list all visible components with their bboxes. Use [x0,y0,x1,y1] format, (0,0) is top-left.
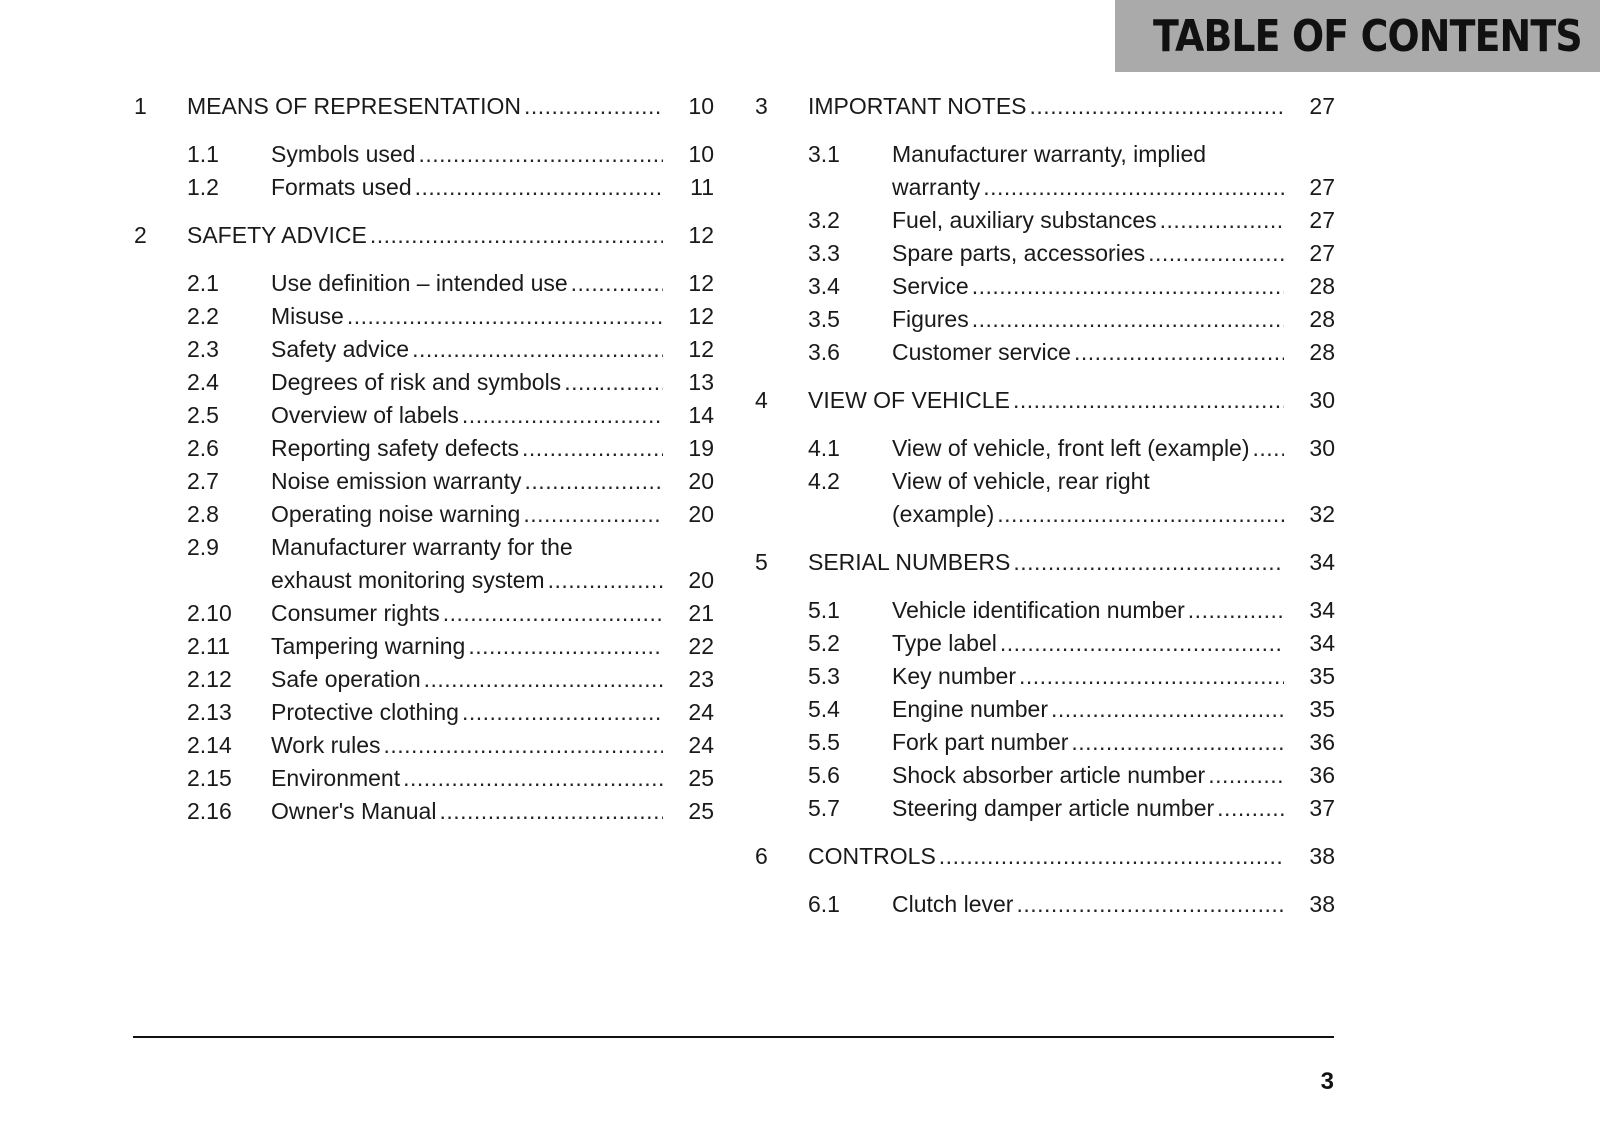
dot-leader [1217,792,1284,825]
footer-divider [133,1036,1334,1038]
toc-entry-page: 27 [1309,207,1335,233]
toc-section-entry[interactable] [755,627,1335,660]
dot-leader [415,171,663,204]
toc-section-entry[interactable] [134,696,714,729]
toc-section-entry[interactable] [134,663,714,696]
dot-leader [1013,384,1284,417]
toc-entry-title: SAFETY ADVICE [187,222,367,248]
toc-section-entry[interactable] [134,729,714,762]
page-title: TABLE OF CONTENTS [1153,10,1582,62]
dot-leader [1051,693,1284,726]
toc-entry-title: Misuse [271,303,344,329]
toc-entry-title: Vehicle identification number [892,597,1185,623]
toc-entry-number: 5.3 [808,663,840,689]
toc-section-entry[interactable] [134,171,714,204]
toc-entry-page: 27 [1309,240,1335,266]
toc-section-entry[interactable] [134,630,714,663]
toc-entry-number: 5.7 [808,795,840,821]
toc-entry-number: 1.1 [187,141,219,167]
toc-entry-title: Noise emission warranty [271,468,522,494]
toc-entry-page: 35 [1309,696,1335,722]
toc-entry-title: Fuel, auxiliary substances [892,207,1157,233]
toc-entry-page: 34 [1309,549,1335,575]
dot-leader [418,138,663,171]
toc-entry-page: 28 [1309,273,1335,299]
toc-entry-number: 5.6 [808,762,840,788]
toc-entry-title: Use definition – intended use [271,270,568,296]
toc-section-entry[interactable] [755,594,1335,627]
toc-entry-title: MEANS OF REPRESENTATION [187,93,521,119]
toc-entry-title: Spare parts, accessories [892,240,1146,266]
toc-entry-title: warranty [892,174,981,200]
dot-leader [384,729,664,762]
toc-entry-title: View of vehicle, rear right [892,468,1150,494]
toc-section-entry[interactable] [755,726,1335,759]
dot-leader [983,171,1284,204]
toc-entry-title: Work rules [271,732,381,758]
dot-leader [424,663,663,696]
dot-leader [1253,432,1284,465]
toc-entry-page: 12 [688,336,714,362]
toc-entry-page: 30 [1309,435,1335,461]
toc-entry-number: 2.2 [187,303,219,329]
toc-section-entry[interactable] [134,399,714,432]
toc-entry-number: 2.5 [187,402,219,428]
toc-entry-number: 1 [134,93,147,119]
toc-section-entry[interactable] [134,432,714,465]
dot-leader [997,498,1284,531]
toc-entry-number: 2.10 [187,600,232,626]
toc-entry-page: 38 [1309,843,1335,869]
toc-entry-page: 27 [1309,174,1335,200]
toc-entry-number: 2 [134,222,147,248]
toc-entry-number: 2.4 [187,369,219,395]
toc-entry-title: Fork part number [892,729,1069,755]
toc-entry-number: 4.2 [808,468,840,494]
toc-entry-number: 4.1 [808,435,840,461]
dot-leader [524,90,663,123]
toc-entry-title: Overview of labels [271,402,459,428]
toc-entry-title: Safe operation [271,666,421,692]
toc-section-entry[interactable] [755,660,1335,693]
toc-entry-number: 5 [755,549,768,575]
toc-section-entry[interactable] [134,300,714,333]
toc-section-entry[interactable] [755,465,1335,531]
toc-entry-number: 2.16 [187,798,232,824]
toc-entry-number: 2.14 [187,732,232,758]
toc-left-column [134,90,714,828]
dot-leader [1071,726,1284,759]
toc-entry-page: 21 [688,600,714,626]
toc-entry-title: Shock absorber article number [892,762,1206,788]
toc-entry-number: 5.5 [808,729,840,755]
toc-chapter-entry[interactable] [755,90,1335,123]
toc-section-entry[interactable] [755,303,1335,336]
toc-entry-number: 2.6 [187,435,219,461]
toc-chapter-entry[interactable] [755,840,1335,873]
toc-section-entry[interactable] [134,366,714,399]
dot-leader [1016,888,1284,921]
toc-entry-title: VIEW OF VEHICLE [808,387,1010,413]
toc-entry-page: 28 [1309,339,1335,365]
dot-leader [439,795,663,828]
toc-entry-page: 35 [1309,663,1335,689]
toc-entry-title: exhaust monitoring system [271,567,545,593]
toc-entry-title: Service [892,273,969,299]
toc-entry-number: 2.1 [187,270,219,296]
dot-leader [525,465,663,498]
toc-entry-page: 36 [1309,762,1335,788]
toc-entry-title: Formats used [271,174,412,200]
toc-entry-title: Degrees of risk and symbols [271,369,562,395]
page-number: 3 [1320,1068,1334,1095]
toc-entry-page: 12 [688,303,714,329]
toc-entry-title: Environment [271,765,401,791]
toc-entry-title: View of vehicle, front left (example) [892,435,1250,461]
toc-entry-number: 6.1 [808,891,840,917]
toc-section-entry[interactable] [134,267,714,300]
dot-leader [468,630,663,663]
toc-entry-title: Reporting safety defects [271,435,520,461]
toc-entry-page: 20 [688,567,714,593]
toc-entry-title: Figures [892,306,969,332]
dot-leader [1000,627,1284,660]
toc-entry-page: 34 [1309,630,1335,656]
toc-chapter-entry[interactable] [134,219,714,252]
toc-section-entry[interactable] [134,795,714,828]
toc-section-entry[interactable] [755,237,1335,270]
dot-leader [443,597,663,630]
toc-entry-title: Owner's Manual [271,798,437,824]
toc-right-column [755,90,1335,921]
dot-leader [972,270,1284,303]
toc-entry-title: IMPORTANT NOTES [808,93,1027,119]
toc-entry-number: 6 [755,843,768,869]
toc-chapter-entry[interactable] [755,546,1335,579]
dot-leader [522,432,663,465]
toc-chapter-entry[interactable] [755,384,1335,417]
toc-entry-page: 27 [1309,93,1335,119]
toc-entry-title: Safety advice [271,336,410,362]
toc-section-entry[interactable] [755,888,1335,921]
dot-leader [412,333,663,366]
toc-entry-title: SERIAL NUMBERS [808,549,1011,575]
toc-entry-page: 28 [1309,306,1335,332]
toc-entry-number: 2.11 [187,633,231,659]
toc-section-entry[interactable] [134,333,714,366]
toc-entry-page: 32 [1309,501,1335,527]
toc-entry-title: Clutch lever [892,891,1014,917]
toc-entry-number: 1.2 [187,174,219,200]
toc-section-entry[interactable] [755,432,1335,465]
toc-entry-number: 4 [755,387,768,413]
toc-entry-number: 5.1 [808,597,840,623]
dot-leader [972,303,1284,336]
toc-entry-title: Operating noise warning [271,501,521,527]
toc-entry-number: 3.6 [808,339,840,365]
toc-entry-title: Customer service [892,339,1071,365]
toc-entry-title: (example) [892,501,995,527]
toc-entry-title: Protective clothing [271,699,459,725]
toc-entry-page: 25 [688,798,714,824]
toc-entry-page: 36 [1309,729,1335,755]
toc-entry-title: Tampering warning [271,633,466,659]
toc-entry-page: 30 [1309,387,1335,413]
dot-leader [1019,660,1284,693]
toc-entry-page: 13 [688,369,714,395]
dot-leader [939,840,1284,873]
toc-section-entry[interactable] [755,204,1335,237]
toc-section-entry[interactable] [755,138,1335,204]
toc-entry-number: 2.3 [187,336,219,362]
header-banner [1115,0,1600,72]
toc-section-entry[interactable] [134,498,714,531]
toc-chapter-entry[interactable] [134,90,714,123]
toc-entry-number: 5.4 [808,696,840,722]
toc-entry-title: Type label [892,630,997,656]
toc-entry-number: 5.2 [808,630,840,656]
toc-entry-page: 20 [688,468,714,494]
toc-section-entry[interactable] [134,138,714,171]
dot-leader [1148,237,1284,270]
toc-entry-number: 2.8 [187,501,219,527]
toc-entry-title: Manufacturer warranty, implied [892,141,1207,167]
dot-leader [1030,90,1284,123]
dot-leader [403,762,663,795]
toc-entry-number: 3.2 [808,207,840,233]
toc-entry-title: Engine number [892,696,1048,722]
toc-entry-title: Manufacturer warranty for the [271,534,573,560]
toc-entry-page: 10 [688,141,714,167]
toc-entry-page: 22 [688,633,714,659]
dot-leader [462,696,663,729]
toc-entry-number: 3.3 [808,240,840,266]
toc-section-entry[interactable] [134,531,714,597]
toc-entry-page: 10 [688,93,714,119]
dot-leader [1188,594,1284,627]
dot-leader [1074,336,1284,369]
toc-entry-page: 14 [688,402,714,428]
toc-section-entry[interactable] [755,759,1335,792]
toc-entry-page: 24 [688,699,714,725]
toc-entry-title: Symbols used [271,141,416,167]
dot-leader [523,498,663,531]
toc-entry-number: 2.9 [187,534,219,560]
dot-leader [1160,204,1284,237]
dot-leader [564,366,663,399]
toc-entry-page: 20 [688,501,714,527]
dot-leader [370,219,663,252]
toc-entry-page: 12 [688,270,714,296]
toc-entry-page: 25 [688,765,714,791]
toc-entry-title: Consumer rights [271,600,440,626]
dot-leader [571,267,663,300]
toc-section-entry[interactable] [134,762,714,795]
toc-entry-page: 23 [688,666,714,692]
toc-entry-number: 3.5 [808,306,840,332]
toc-entry-page: 19 [688,435,714,461]
toc-section-entry[interactable] [755,270,1335,303]
toc-entry-page: 24 [688,732,714,758]
toc-entry-page: 37 [1309,795,1335,821]
toc-entry-number: 2.15 [187,765,232,791]
dot-leader [548,564,663,597]
toc-entry-number: 2.7 [187,468,219,494]
toc-entry-number: 2.13 [187,699,232,725]
toc-entry-number: 3.1 [808,141,840,167]
toc-entry-page: 11 [690,174,714,200]
dot-leader [347,300,663,333]
toc-section-entry[interactable] [134,597,714,630]
toc-section-entry[interactable] [755,792,1335,825]
toc-section-entry[interactable] [755,693,1335,726]
toc-entry-title: Key number [892,663,1017,689]
toc-entry-page: 12 [688,222,714,248]
toc-entry-number: 2.12 [187,666,232,692]
toc-entry-title: Steering damper article number [892,795,1215,821]
dot-leader [1013,546,1284,579]
toc-entry-number: 3 [755,93,768,119]
toc-entry-title: CONTROLS [808,843,936,869]
dot-leader [462,399,663,432]
toc-entry-page: 38 [1309,891,1335,917]
toc-section-entry[interactable] [755,336,1335,369]
toc-entry-page: 34 [1309,597,1335,623]
toc-section-entry[interactable] [134,465,714,498]
dot-leader [1208,759,1284,792]
toc-entry-number: 3.4 [808,273,840,299]
